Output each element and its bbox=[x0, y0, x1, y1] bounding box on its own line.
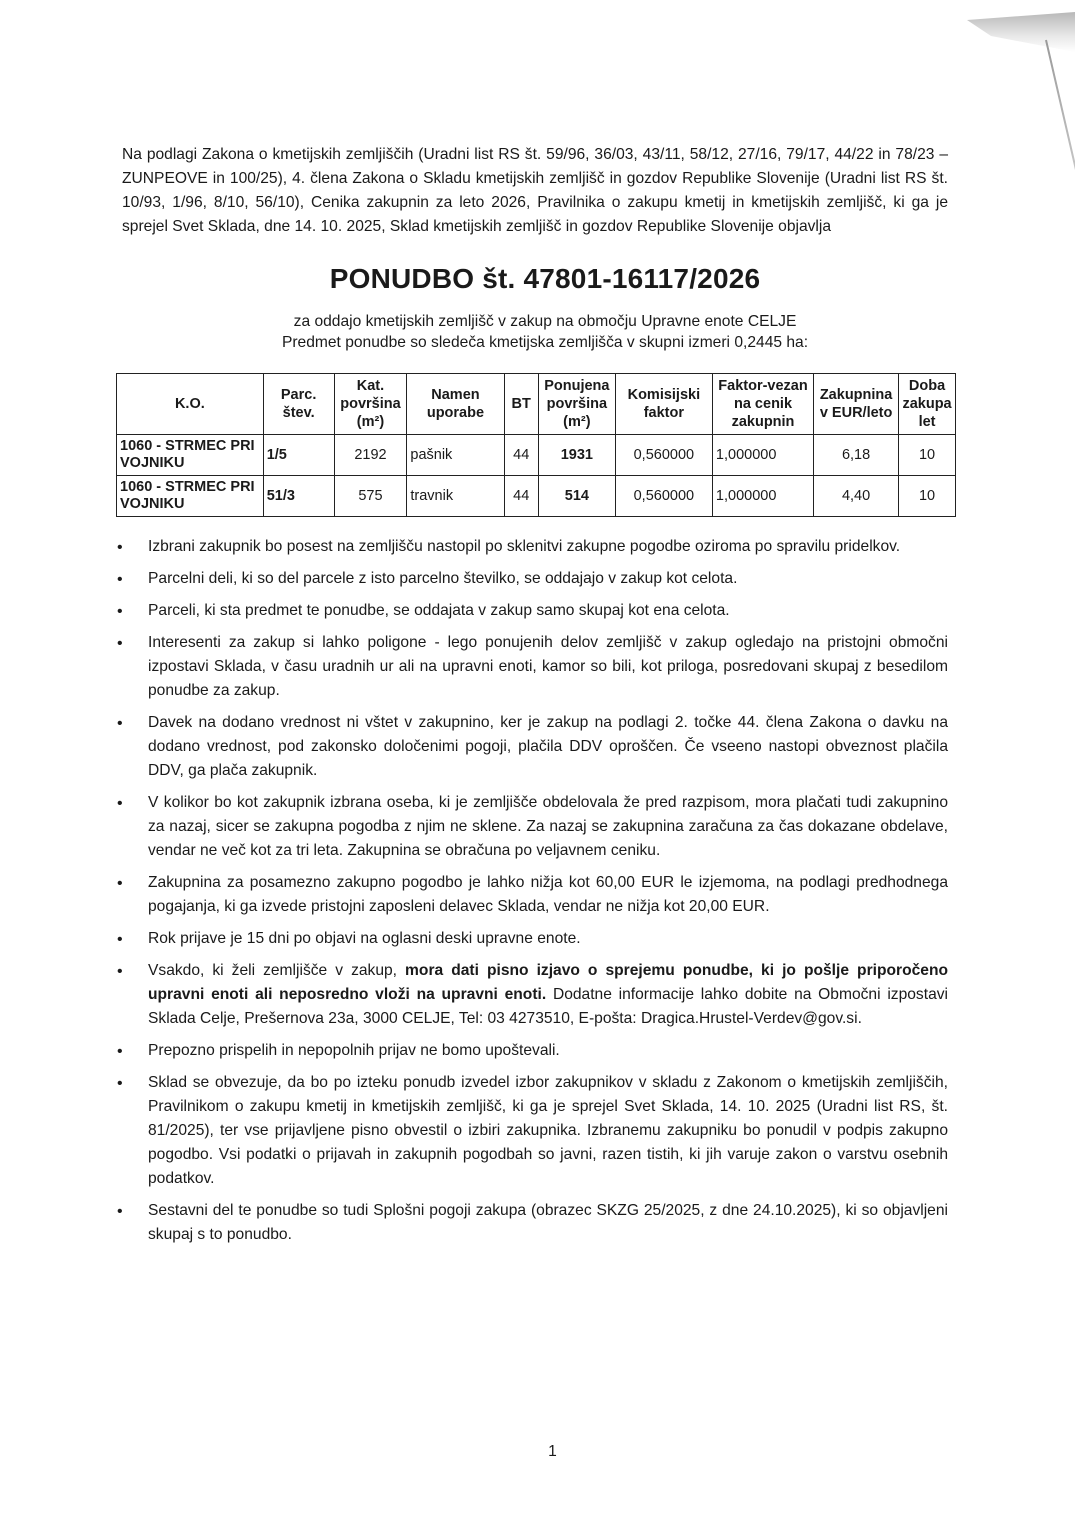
intro-paragraph: Na podlagi Zakona o kmetijskih zemljiščih (Uradni list RS št. 59/96, 36/03, 43/11, 58/12, 27/16, 79/17, 44/22 in 78/23 – ZUNPEOVE in 100/25), 4. člena Zakona o Skladu kmetijskih zemljišč in gozdov Republike Slovenije (Uradni list RS št. 10/93, 1/96, 8/10, 56/10), Cenika zakupnin za leto 2026, Pravilnika o zakupu kmetij in kmetijskih zemljišč, ki ga je sprejel Svet Sklada, dne 14. 10. 2025, Sklad kmetijskih zemljišč in gozdov Republike Slovenije objavlja bbox=[122, 146, 948, 235]
subtitle-area: za oddajo kmetijskih zemljišč v zakup na območju Upravne enote CELJE bbox=[293, 313, 797, 330]
cell-ponujena: 1931 bbox=[538, 435, 615, 476]
col-ko: K.O. bbox=[117, 374, 264, 435]
cell-zakupnina: 4,40 bbox=[814, 476, 899, 517]
list-item: • V kolikor bo kot zakupnik izbrana oseba, ki je zemljišče obdelovala že pred razpisom, mora plačati tudi zakupnino za nazaj, sicer se zakupna pogodba z njim ne sklene. Za nazaj se zakupnina zaračuna za čas dokazane obdelave, vendar ne več kot za tri leta. Zakupnina se obračuna po veljavnem ceniku. bbox=[122, 791, 948, 863]
list-item: • Zakupnina za posamezno zakupno pogodbo je lahko nižja kot 60,00 EUR le izjemoma, na podlagi predhodnega pogajanja, ki ga izvede pristojni zaposleni delavec Sklada, vendar ne nižja kot 20,00 EUR. bbox=[122, 871, 948, 919]
table-row bbox=[117, 435, 956, 476]
cell-ko: 1060 - STRMEC PRI VOJNIKU bbox=[117, 435, 264, 476]
cell-bt: 44 bbox=[504, 435, 538, 476]
list-item bbox=[122, 959, 948, 1031]
cell-doba: 10 bbox=[899, 435, 956, 476]
page-number: 1 bbox=[548, 1443, 557, 1460]
offer-title: PONUDBO št. 47801-16117/2026 bbox=[329, 263, 761, 294]
cell-kat: 575 bbox=[334, 476, 407, 517]
cell-faktor: 1,000000 bbox=[712, 476, 813, 517]
scan-edge-shadow bbox=[955, 12, 1075, 52]
col-faktor: Faktor-vezan na cenik zakupnin bbox=[712, 374, 813, 435]
col-kat: Kat. površina (m²) bbox=[334, 374, 407, 435]
bullet-text: Vsakdo, ki želi zemljišče v zakup, bbox=[148, 962, 406, 979]
list-item: • Prepozno prispelih in nepopolnih prijav ne bomo upoštevali. bbox=[122, 1039, 948, 1063]
conditions-list bbox=[122, 535, 948, 1247]
cell-zakupnina: 6,18 bbox=[814, 435, 899, 476]
table-header-row bbox=[117, 374, 956, 435]
cell-komisijski: 0,560000 bbox=[615, 476, 712, 517]
scan-fold-line bbox=[1045, 40, 1075, 313]
col-zakupnina: Zakupnina v EUR/leto bbox=[814, 374, 899, 435]
subtitle-size: Predmet ponudbe so sledeča kmetijska zemljišča v skupni izmeri 0,2445 ha: bbox=[281, 334, 809, 351]
cell-komisijski: 0,560000 bbox=[615, 435, 712, 476]
cell-parc: 51/3 bbox=[263, 476, 334, 517]
cell-bt: 44 bbox=[504, 476, 538, 517]
cell-kat: 2192 bbox=[334, 435, 407, 476]
list-item: • Sestavni del te ponudbe so tudi Splošni pogoji zakupa (obrazec SKZG 25/2025, z dne 24.10.2025), ki so objavljeni skupaj s to ponudbo. bbox=[122, 1199, 948, 1247]
col-parc: Parc. štev. bbox=[263, 374, 334, 435]
bullet-bold-text: mora dati pisno izjavo o sprejemu ponudbe, ki jo pošlje priporočeno upravni enoti ali neposredno vloži na upravni enoti. bbox=[148, 962, 949, 1003]
list-item: • Davek na dodano vrednost ni vštet v zakupnino, ker je zakup na podlagi 2. točke 44. člena Zakona o davku na dodano vrednost, pod zakonsko določenimi pogoji, plačila DDV oproščen. Če vseeno nastopi obveznost plačila DDV, ga plača zakupnik. bbox=[122, 711, 948, 783]
col-bt: BT bbox=[504, 374, 538, 435]
list-item: • Rok prijave je 15 dni po objavi na oglasni deski upravne enote. bbox=[122, 927, 948, 951]
bullet-text: Dodatne informacije lahko dobite na Območni izpostavi Sklada Celje, Prešernova 23a, 3000 CELJE, Tel: 03 4273510, E-pošta: Dragica.Hrustel-Verdev@gov.si. bbox=[148, 986, 948, 1027]
list-item: • Izbrani zakupnik bo posest na zemljišču nastopil po sklenitvi zakupne pogodbe oziroma po spravilu pridelkov. bbox=[122, 535, 948, 559]
cell-namen: travnik bbox=[407, 476, 504, 517]
col-doba: Doba zakupa let bbox=[899, 374, 956, 435]
parcels-table bbox=[116, 373, 956, 517]
table-row bbox=[117, 476, 956, 517]
col-komisijski: Komisijski faktor bbox=[615, 374, 712, 435]
document-page bbox=[120, 143, 952, 1255]
cell-ko: 1060 - STRMEC PRI VOJNIKU bbox=[117, 476, 264, 517]
list-item: • Parceli, ki sta predmet te ponudbe, se oddajata v zakup samo skupaj kot ena celota. bbox=[122, 599, 948, 623]
cell-ponujena: 514 bbox=[538, 476, 615, 517]
cell-faktor: 1,000000 bbox=[712, 435, 813, 476]
list-item: • Interesenti za zakup si lahko poligone - lego ponujenih delov zemljišč v zakup ogledajo na pristojni območni izpostavi Sklada, v času uradnih ur ali na upravni enoti, kamor so bili, kot priloga, posredovani skupaj z besedilom ponudbe za zakup. bbox=[122, 631, 948, 703]
cell-doba: 10 bbox=[899, 476, 956, 517]
col-namen: Namen uporabe bbox=[407, 374, 504, 435]
col-ponujena: Ponujena površina (m²) bbox=[538, 374, 615, 435]
list-item: • Sklad se obvezuje, da bo po izteku ponudb izvedel izbor zakupnikov v skladu z Zakonom o kmetijskih zemljiščih, Pravilnikom o zakupu kmetij in kmetijskih zemljišč, ki ga je sprejel Svet Sklada, 14. 10. 2025 (Uradni list RS, št. 81/2025), ter vse prijavljene pisno obvestil o izbiri zakupnika. Izbranemu zakupniku bo ponudil v podpis zakupno pogodbo. Vsi podatki o prijavah in zakupnih pogodbah so javni, razen tistih, ki jih varuje zakon o varstvu osebnih podatkov. bbox=[122, 1071, 948, 1191]
cell-namen: pašnik bbox=[407, 435, 504, 476]
cell-parc: 1/5 bbox=[263, 435, 334, 476]
list-item: • Parcelni deli, ki so del parcele z isto parcelno številko, se oddajajo v zakup kot celota. bbox=[122, 567, 948, 591]
